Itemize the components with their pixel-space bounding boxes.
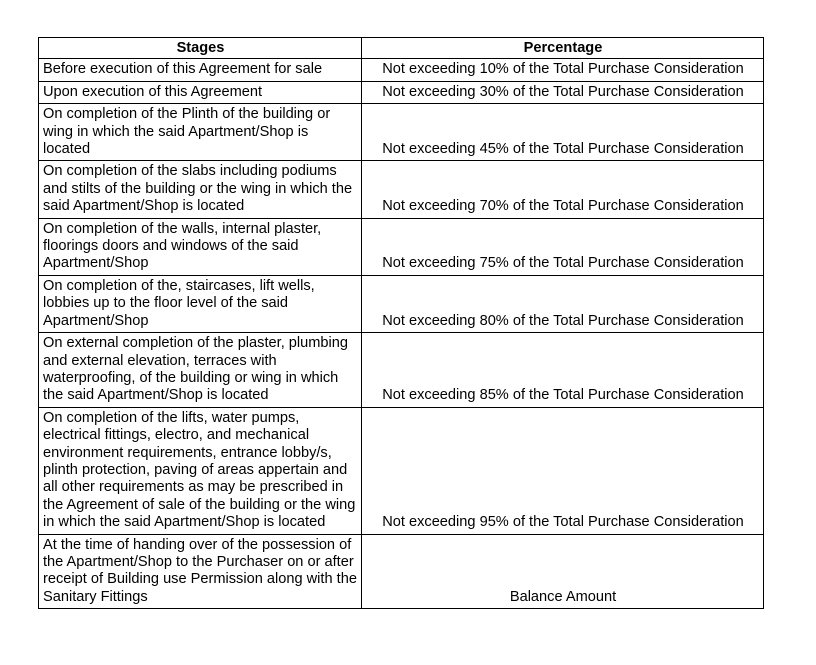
- percentage-cell: Not exceeding 95% of the Total Purchase Consideration: [362, 407, 764, 534]
- table-row: [39, 104, 764, 161]
- table-row: [39, 534, 764, 609]
- table-row: [39, 59, 764, 81]
- table-row: [39, 333, 764, 408]
- table-row: [39, 161, 764, 218]
- table-header-row: [39, 38, 764, 59]
- percentage-cell: Balance Amount: [362, 534, 764, 609]
- stage-cell: On completion of the, staircases, lift wells, lobbies up to the floor level of the said Apartment/Shop: [39, 275, 362, 332]
- percentage-cell: Not exceeding 30% of the Total Purchase Consideration: [362, 81, 764, 103]
- stage-cell: Before execution of this Agreement for sale: [39, 59, 362, 81]
- table-row: [39, 218, 764, 275]
- stage-cell: On completion of the Plinth of the building or wing in which the said Apartment/Shop is located: [39, 104, 362, 161]
- table-row: [39, 407, 764, 534]
- table-row: [39, 275, 764, 332]
- stage-cell: On completion of the walls, internal plaster, floorings doors and windows of the said Apartment/Shop: [39, 218, 362, 275]
- stage-cell: On external completion of the plaster, plumbing and external elevation, terraces with waterproofing, of the building or wing in which the said Apartment/Shop is located: [39, 333, 362, 408]
- stages-column-header: Stages: [39, 38, 362, 59]
- stage-cell: On completion of the lifts, water pumps, electrical fittings, electro, and mechanical environment requirements, entrance lobby/s, plinth protection, paving of areas appertain and all other requirements as may be prescribed in the Agreement of sale of the building or the wing in which the said Apartment/Shop is located: [39, 407, 362, 534]
- stage-cell: At the time of handing over of the possession of the Apartment/Shop to the Purchaser on or after receipt of Building use Permission along with the Sanitary Fittings: [39, 534, 362, 609]
- percentage-cell: Not exceeding 45% of the Total Purchase Consideration: [362, 104, 764, 161]
- percentage-cell: Not exceeding 75% of the Total Purchase Consideration: [362, 218, 764, 275]
- percentage-cell: Not exceeding 80% of the Total Purchase Consideration: [362, 275, 764, 332]
- stage-cell: Upon execution of this Agreement: [39, 81, 362, 103]
- percentage-cell: Not exceeding 10% of the Total Purchase Consideration: [362, 59, 764, 81]
- percentage-cell: Not exceeding 70% of the Total Purchase Consideration: [362, 161, 764, 218]
- table-row: [39, 81, 764, 103]
- stage-cell: On completion of the slabs including podiums and stilts of the building or the wing in which the said Apartment/Shop is located: [39, 161, 362, 218]
- percentage-cell: Not exceeding 85% of the Total Purchase Consideration: [362, 333, 764, 408]
- payment-schedule-table: [38, 37, 764, 609]
- percentage-column-header: Percentage: [362, 38, 764, 59]
